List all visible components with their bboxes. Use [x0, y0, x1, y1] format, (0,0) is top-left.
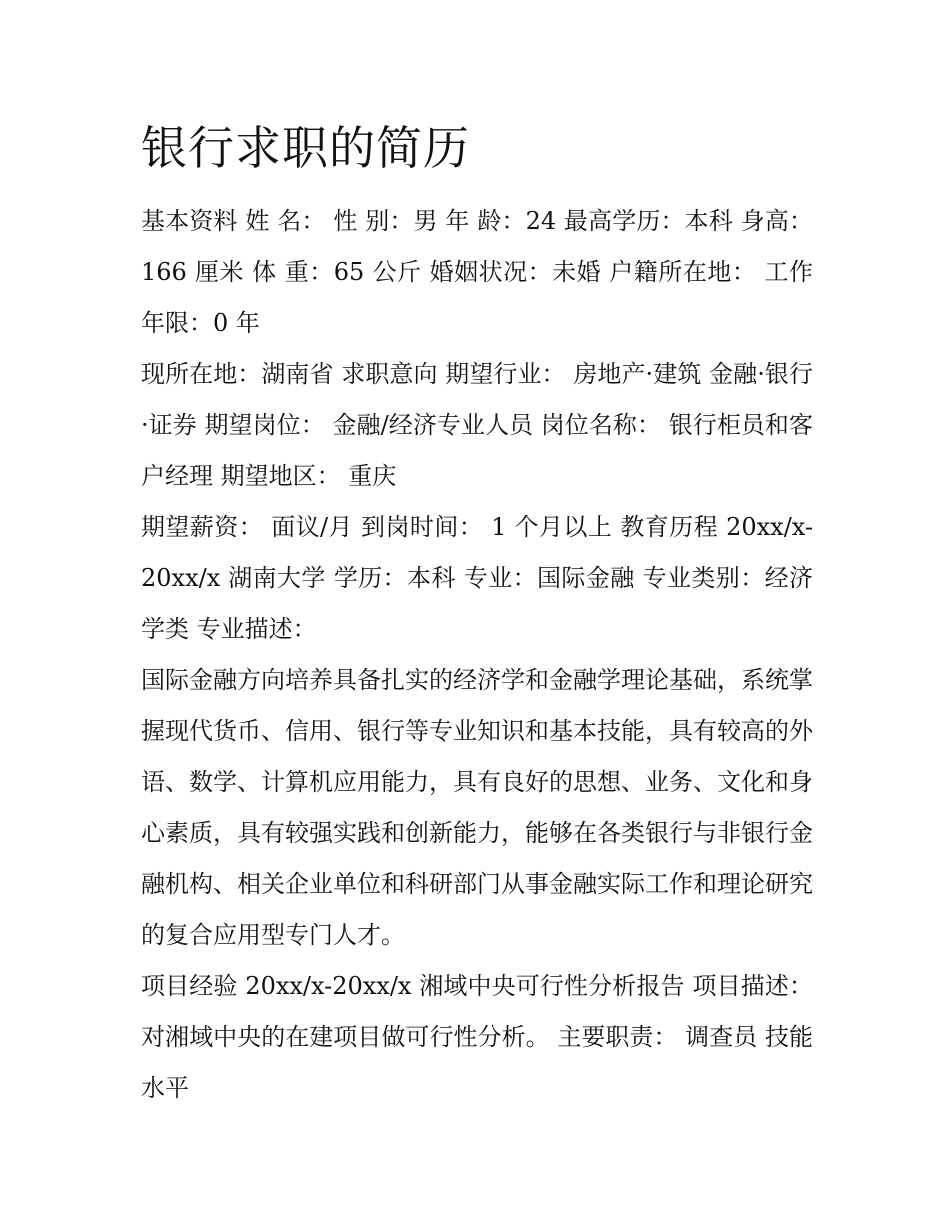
paragraph-project-experience: 项目经验 20xx/x-20xx/x 湘域中央可行性分析报告 项目描述：对湘域中央的在建项目做可行性分析。 主要职责： 调查员 技能水平: [141, 972, 813, 1102]
paragraph-basic-info: 基本资料 姓 名： 性 别：男 年 龄：24 最高学历：本科 身高：166 厘米 体 重：65 公斤 婚姻状况：未婚 户籍所在地： 工作年限：0 年: [141, 207, 813, 337]
paragraph-salary-education: 期望薪资： 面议/月 到岗时间： 1 个月以上 教育历程 20xx/x-20xx/x 湖南大学 学历：本科 专业：国际金融 专业类别：经济学类 专业描述：: [141, 513, 813, 643]
paragraph-major-description: 国际金融方向培养具备扎实的经济学和金融学理论基础，系统掌握现代货币、信用、银行等专业知识和基本技能，具有较高的外语、数学、计算机应用能力，具有良好的思想、业务、文化和身心素质，具有较强实践和创新能力，能够在各类银行与非银行金融机构、相关企业单位和科研部门从事金融实际工作和理论研究的复合应用型专门人才。: [141, 666, 813, 949]
page-title: 银行求职的简历: [141, 121, 470, 175]
paragraph-job-intention: 现所在地：湖南省 求职意向 期望行业： 房地产·建筑 金融·银行·证券 期望岗位： 金融/经济专业人员 岗位名称： 银行柜员和客户经理 期望地区： 重庆: [141, 360, 813, 490]
document-body: [141, 118, 813, 1114]
